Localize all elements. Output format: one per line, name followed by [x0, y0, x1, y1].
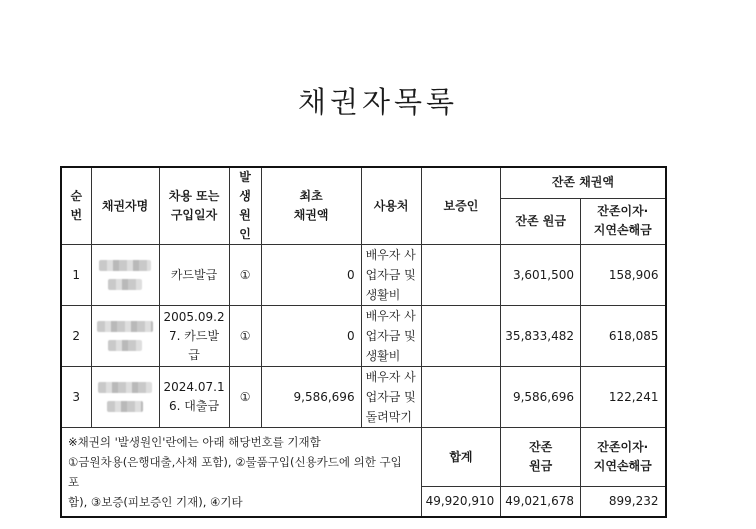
row-initial: 0	[261, 306, 361, 367]
interest-total: 899,232	[581, 487, 666, 517]
row-initial: 9,586,696	[261, 367, 361, 428]
row-date	[159, 306, 229, 367]
header-remaining-group: 잔존 채권액	[501, 167, 666, 198]
interest-total-label	[581, 428, 666, 487]
principal-total-label	[501, 428, 581, 487]
row-usage	[361, 367, 421, 428]
grand-total: 49,920,910	[421, 487, 501, 517]
row-usage-text: 배우자 사 업자금 및 생활비	[365, 248, 416, 302]
total-label: 합계	[421, 428, 501, 487]
table-row	[61, 306, 666, 367]
creditor-name-redacted	[91, 306, 159, 367]
table-row	[61, 367, 666, 428]
row-initial: 0	[261, 245, 361, 306]
page-title: 채권자목록	[297, 85, 459, 119]
header-date-text: 차용 또는 구입일자	[168, 189, 220, 222]
header-principal: 잔존 원금	[501, 198, 581, 245]
row-interest: 158,906	[581, 245, 666, 306]
header-usage: 사용처	[361, 167, 421, 245]
principal-total-label-text: 잔존 원금	[529, 440, 553, 474]
row-principal: 3,601,500	[501, 245, 581, 306]
header-cause-text: 발생 원인	[239, 170, 251, 241]
row-usage	[361, 306, 421, 367]
row-principal: 35,833,482	[501, 306, 581, 367]
row-cause: ①	[229, 306, 261, 367]
row-guarantor	[421, 245, 501, 306]
row-cause: ①	[229, 367, 261, 428]
cause-code-note-text: ※채권의 '발생원인'란에는 아래 해당번호를 기재함 ①금원차용(은행대출,사채 포함), ②물품구입(신용카드에 의한 구입 포 함), ③보증(피보증인 기재), ④기타	[68, 435, 402, 509]
header-initial	[261, 167, 361, 245]
row-usage-text: 배우자 사 업자금 및 돌려막기	[365, 370, 416, 424]
row-date	[159, 245, 229, 306]
row-guarantor	[421, 367, 501, 428]
creditor-name-redacted	[91, 245, 159, 306]
row-date-text: 카드발급	[170, 267, 218, 282]
row-interest: 618,085	[581, 306, 666, 367]
interest-total-label-text: 잔존이자· 지연손해금	[593, 440, 652, 474]
row-cause: ①	[229, 245, 261, 306]
row-no: 3	[61, 367, 91, 428]
row-interest: 122,241	[581, 367, 666, 428]
header-cause	[229, 167, 261, 245]
header-interest	[581, 198, 666, 245]
header-name: 채권자명	[91, 167, 159, 245]
row-usage	[361, 245, 421, 306]
cause-code-note	[61, 428, 421, 518]
row-guarantor	[421, 306, 501, 367]
row-date-text: 2024.07.1 6. 대출금	[163, 380, 225, 413]
row-principal: 9,586,696	[501, 367, 581, 428]
header-guarantor: 보증인	[421, 167, 501, 245]
row-usage-text: 배우자 사 업자금 및 생활비	[365, 309, 416, 363]
header-initial-text: 최초 채권액	[293, 189, 329, 222]
principal-total: 49,021,678	[501, 487, 581, 517]
header-interest-text: 잔존이자· 지연손해금	[593, 204, 652, 238]
row-date	[159, 367, 229, 428]
creditor-name-redacted	[91, 367, 159, 428]
table-row	[61, 245, 666, 306]
header-no: 순번	[61, 167, 91, 245]
header-date	[159, 167, 229, 245]
row-no: 1	[61, 245, 91, 306]
creditor-table	[60, 166, 667, 518]
row-no: 2	[61, 306, 91, 367]
row-date-text: 2005.09.2 7. 카드발급	[163, 309, 225, 362]
